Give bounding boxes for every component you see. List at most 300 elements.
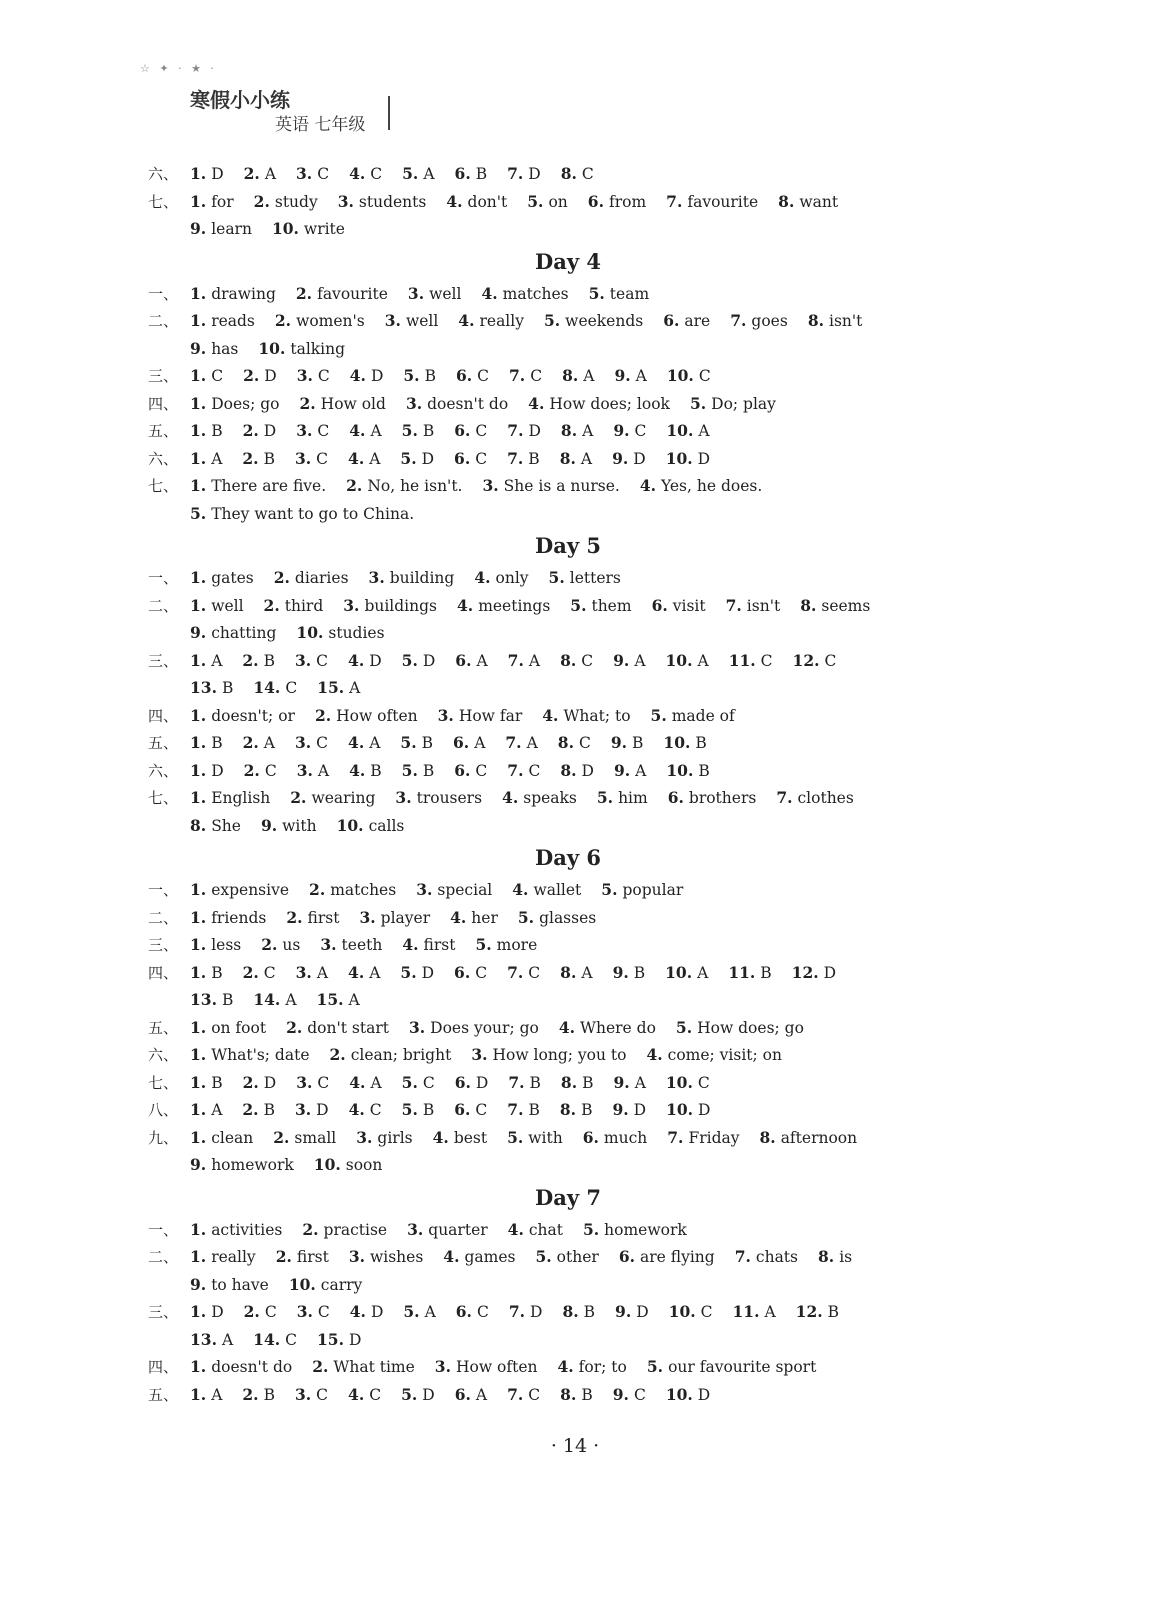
answer-row <box>148 904 988 932</box>
question-number: 5. <box>475 935 492 954</box>
answer-text: first <box>296 1248 329 1266</box>
question-number: 1. <box>190 1045 207 1064</box>
question-number: 4. <box>348 1100 365 1119</box>
answer-text: Does; go <box>211 394 280 413</box>
section-label: 一、 <box>148 1220 179 1239</box>
answer-row-continuation <box>148 986 988 1014</box>
answer-item <box>296 1074 329 1092</box>
answer-item <box>348 450 380 468</box>
answer-item <box>454 422 487 440</box>
question-number: 2. <box>243 1302 260 1321</box>
question-number: 10. <box>666 421 694 440</box>
answer-text: building <box>389 569 455 587</box>
answer-text: doesn't do <box>427 394 509 413</box>
answer-item <box>349 422 381 440</box>
answer-text: made of <box>671 706 735 725</box>
answer-text: B <box>422 1101 435 1119</box>
answer-text: What time <box>333 1358 415 1376</box>
answer-item <box>297 367 330 385</box>
question-number: 11. <box>732 1302 760 1321</box>
answer-row <box>148 1298 988 1326</box>
answer-item <box>800 597 870 615</box>
section-label: 一、 <box>148 569 179 587</box>
answer-text: small <box>294 1128 337 1147</box>
section-label: 四、 <box>148 1358 179 1376</box>
answer-text: C <box>475 963 488 982</box>
answer-text: A <box>581 963 593 982</box>
question-number: 8. <box>818 1247 835 1266</box>
question-number: 7. <box>667 1127 684 1147</box>
question-number: 2. <box>286 1017 303 1037</box>
answer-item <box>190 909 266 927</box>
section-label: 七、 <box>148 477 179 495</box>
answer-item <box>663 734 706 752</box>
question-number: 14. <box>253 678 281 697</box>
answer-row <box>148 417 988 445</box>
question-number: 8. <box>560 962 577 982</box>
answer-text: C <box>285 1330 298 1349</box>
answer-item <box>349 1101 382 1119</box>
answer-text: C <box>528 963 541 982</box>
answer-item <box>729 652 773 670</box>
answer-text: D <box>348 1330 362 1349</box>
question-number: 2. <box>242 1384 259 1404</box>
answer-item <box>312 1358 415 1376</box>
answer-item <box>190 707 295 725</box>
answer-text: C <box>475 761 488 780</box>
question-number: 12. <box>791 962 819 982</box>
question-number: 4. <box>507 1219 524 1239</box>
answer-text: special <box>437 881 493 899</box>
answer-row <box>148 390 988 418</box>
answer-text: C <box>700 1303 713 1321</box>
day-heading: Day 7 <box>535 1184 601 1210</box>
section-label: 七、 <box>148 1073 179 1092</box>
answer-item <box>505 734 537 752</box>
answer-text: visit <box>672 596 706 615</box>
answer-item <box>295 1386 328 1404</box>
answer-item <box>190 505 414 523</box>
answer-item <box>314 1156 383 1174</box>
answer-item <box>273 1129 336 1147</box>
answer-item <box>560 964 592 982</box>
answer-text: C <box>264 761 277 780</box>
answer-text: learn <box>211 220 252 238</box>
answer-row <box>148 1096 988 1124</box>
question-number: 1. <box>190 1302 207 1321</box>
question-number: 4. <box>348 650 365 670</box>
answer-text: with <box>528 1128 563 1147</box>
answer-item <box>728 964 771 982</box>
answer-item <box>453 734 485 752</box>
answer-item <box>190 1386 222 1404</box>
answer-item <box>295 1101 329 1119</box>
answer-item <box>190 422 223 440</box>
question-number: 2. <box>263 595 280 615</box>
question-number: 1. <box>190 1017 207 1037</box>
answer-item <box>275 312 365 330</box>
question-number: 4. <box>349 1302 366 1321</box>
answer-item <box>190 477 326 495</box>
answer-item <box>190 1248 256 1266</box>
answer-text: don't start <box>307 1018 389 1037</box>
question-number: 1. <box>190 476 207 495</box>
answer-text: D <box>636 1303 649 1321</box>
answer-item <box>190 624 276 642</box>
answer-item <box>614 367 646 385</box>
question-number: 7. <box>507 650 524 670</box>
answer-item <box>190 734 223 752</box>
question-number: 3. <box>296 1302 313 1321</box>
answer-text: chats <box>755 1248 798 1266</box>
answer-text: A <box>221 1330 234 1349</box>
section-label: 六、 <box>148 761 179 780</box>
answer-text: A <box>635 761 647 780</box>
section-label: 五、 <box>148 422 179 440</box>
answer-item <box>613 652 645 670</box>
answer-item <box>509 367 542 385</box>
answer-text: A <box>369 963 381 982</box>
answer-item <box>589 285 650 303</box>
answer-text: isn't <box>829 312 863 330</box>
question-number: 7. <box>507 1384 524 1404</box>
question-number: 5. <box>401 650 418 670</box>
question-number: 8. <box>560 1384 577 1404</box>
answer-item <box>507 762 540 780</box>
question-number: 7. <box>508 1072 525 1092</box>
answer-row <box>148 592 988 620</box>
question-number: 2. <box>312 1357 329 1376</box>
answer-text: player <box>380 908 431 927</box>
question-number: 2. <box>242 733 259 752</box>
question-number: 5. <box>403 366 420 385</box>
answer-text: D <box>421 449 435 468</box>
answer-text: C <box>369 1385 382 1404</box>
question-number: 10. <box>666 366 694 385</box>
question-number: 6. <box>663 311 680 330</box>
answer-item <box>454 762 487 780</box>
section-label: 七、 <box>148 192 179 211</box>
question-number: 1. <box>190 1100 207 1119</box>
section-label: 二、 <box>148 596 179 615</box>
answer-text: C <box>317 367 330 385</box>
question-number: 1. <box>190 962 207 982</box>
section-label: 三、 <box>148 1303 179 1321</box>
answer-text: favourite <box>317 284 388 303</box>
question-number: 1. <box>190 311 207 330</box>
answer-item <box>613 422 646 440</box>
question-number: 2. <box>346 476 363 495</box>
answer-text: B <box>421 734 433 752</box>
answer-text: only <box>495 569 529 587</box>
answer-item <box>663 312 710 330</box>
answer-text: B <box>633 963 646 982</box>
answer-text: A <box>476 651 488 670</box>
answer-row-continuation <box>148 500 988 528</box>
question-number: 9. <box>260 815 278 835</box>
question-number: 9. <box>610 733 628 752</box>
answer-row <box>148 564 988 592</box>
answer-item <box>350 367 384 385</box>
answer-text: How far <box>458 706 523 725</box>
answer-item <box>190 285 276 303</box>
answer-text: How long; you to <box>492 1046 627 1064</box>
answer-item <box>666 652 709 670</box>
answer-text: English <box>211 789 271 807</box>
answer-text: for <box>211 192 234 211</box>
answer-text: them <box>591 596 632 615</box>
question-number: 3. <box>356 1127 373 1147</box>
question-number: 2. <box>273 568 290 587</box>
question-number: 9. <box>612 962 629 982</box>
answer-item <box>402 762 435 780</box>
answer-text: C <box>317 1303 330 1321</box>
question-number: 1. <box>190 788 207 807</box>
question-number: 7. <box>508 1302 526 1321</box>
section-label: 二、 <box>148 908 179 927</box>
answer-item <box>400 450 434 468</box>
question-number: 3. <box>296 164 313 183</box>
answer-text: chat <box>528 1220 563 1239</box>
answer-item <box>317 1331 361 1349</box>
answer-text: How does; look <box>549 394 670 413</box>
answer-text: C <box>581 651 594 670</box>
answer-item <box>190 881 289 899</box>
answer-item <box>242 1386 275 1404</box>
answer-item <box>343 597 437 615</box>
question-number: 5. <box>403 1302 420 1321</box>
answer-text: C <box>824 651 837 670</box>
question-number: 3. <box>471 1045 488 1064</box>
answer-item <box>583 1129 648 1147</box>
section-label: 九、 <box>148 1128 179 1147</box>
answer-item <box>190 1358 292 1376</box>
answer-item <box>601 881 683 899</box>
question-number: 6. <box>453 733 470 752</box>
answer-text: come; visit; on <box>667 1046 782 1064</box>
answer-text: D <box>528 165 541 183</box>
answer-text: chatting <box>211 624 277 642</box>
answer-item <box>512 881 581 899</box>
question-number: 4. <box>402 935 419 954</box>
answer-text: with <box>282 816 317 835</box>
answer-item <box>792 964 836 982</box>
answer-text: A <box>317 761 330 780</box>
question-number: 8. <box>560 650 577 670</box>
question-number: 10. <box>665 1072 693 1092</box>
answer-text: talking <box>290 339 346 358</box>
answer-text: D <box>633 449 646 468</box>
answer-text: A <box>474 734 486 752</box>
question-number: 3. <box>343 595 360 615</box>
question-number: 2. <box>286 907 303 927</box>
question-number: 1. <box>190 393 207 413</box>
question-number: 9. <box>613 1072 630 1092</box>
answer-item <box>349 1248 423 1266</box>
answer-row-continuation <box>148 215 988 243</box>
answer-text: B <box>211 1073 223 1092</box>
answer-item <box>507 165 541 183</box>
answer-item <box>242 652 275 670</box>
question-number: 4. <box>557 1357 574 1376</box>
answer-text: D <box>697 449 711 468</box>
question-number: 2. <box>242 1100 259 1119</box>
question-number: 2. <box>242 421 259 440</box>
question-number: 5. <box>400 962 417 982</box>
answer-text: drawing <box>211 284 276 303</box>
answer-item <box>317 991 360 1009</box>
answer-item <box>244 165 276 183</box>
question-number: 4. <box>646 1045 663 1064</box>
answer-text: B <box>528 449 540 468</box>
answer-text: D <box>316 1101 329 1119</box>
question-number: 5. <box>596 788 614 807</box>
answer-item <box>276 1248 329 1266</box>
answer-item <box>402 422 435 440</box>
answer-text: D <box>370 1303 384 1321</box>
answer-item <box>502 789 577 807</box>
answer-item <box>349 1074 381 1092</box>
answer-item <box>481 285 568 303</box>
answer-item <box>243 734 275 752</box>
answer-text: write <box>303 220 345 238</box>
answer-item <box>190 1019 266 1037</box>
answer-row <box>148 876 988 904</box>
answer-text: girls <box>377 1128 413 1147</box>
answer-text: afternoon <box>780 1128 858 1147</box>
answer-item <box>295 652 328 670</box>
question-number: 8. <box>562 366 579 385</box>
question-number: 7. <box>507 421 524 440</box>
answer-item <box>190 1221 282 1239</box>
answer-text: How often <box>336 706 418 725</box>
question-number: 3. <box>296 366 313 385</box>
answer-item <box>561 1074 594 1092</box>
answer-item <box>528 395 670 413</box>
answer-item <box>535 1248 598 1266</box>
answer-item <box>402 165 434 183</box>
answer-text: B <box>583 1303 596 1321</box>
question-number: 7. <box>509 366 526 385</box>
question-number: 4. <box>481 283 498 303</box>
answer-text: soon <box>345 1156 383 1174</box>
answer-item <box>455 652 487 670</box>
answer-item <box>507 1129 563 1147</box>
question-number: 5. <box>689 393 707 413</box>
question-number: 1. <box>190 283 207 303</box>
answer-item <box>456 1303 489 1321</box>
answer-text: What; to <box>563 706 631 725</box>
answer-item <box>796 1303 839 1321</box>
question-number: 10. <box>271 219 299 238</box>
answer-item <box>264 597 324 615</box>
answer-item <box>254 193 318 211</box>
answer-item <box>651 707 735 725</box>
answer-item <box>261 936 300 954</box>
question-number: 3. <box>405 393 423 413</box>
answer-text: reads <box>211 312 255 330</box>
answer-item <box>613 964 646 982</box>
answer-item <box>356 1129 412 1147</box>
answer-text: glasses <box>539 908 597 927</box>
question-number: 15. <box>317 678 345 697</box>
answer-text: study <box>274 192 318 211</box>
answer-item <box>666 450 710 468</box>
page-number: · 14 · <box>550 1435 600 1457</box>
answer-item <box>507 450 540 468</box>
answer-text: A <box>697 963 709 982</box>
question-number: 5. <box>601 880 618 899</box>
answer-text: C <box>475 422 488 440</box>
answer-text: C <box>370 165 383 183</box>
answer-text: Friday <box>688 1128 740 1147</box>
answer-text: C <box>285 679 298 697</box>
answer-row <box>148 472 988 500</box>
answer-text: C <box>369 1101 382 1119</box>
question-number: 8. <box>807 311 824 330</box>
question-number: 4. <box>443 1247 460 1266</box>
answer-item <box>456 367 489 385</box>
answer-text: D <box>697 1385 711 1404</box>
answer-row-continuation <box>148 674 988 702</box>
question-number: 13. <box>190 1329 217 1349</box>
answer-text: C <box>422 1073 435 1092</box>
answer-text: B <box>422 761 435 780</box>
question-number: 5. <box>401 421 418 440</box>
answer-text: B <box>422 422 435 440</box>
answer-item <box>666 1386 710 1404</box>
answer-item <box>690 395 776 413</box>
answer-text: C <box>316 734 329 752</box>
question-number: 4. <box>457 595 474 615</box>
answer-item <box>295 734 328 752</box>
answer-item <box>408 285 462 303</box>
answer-text: A <box>348 991 360 1009</box>
question-number: 14. <box>253 990 281 1009</box>
answer-item <box>243 1074 277 1092</box>
answer-item <box>190 1101 222 1119</box>
question-number: 2. <box>329 1045 346 1064</box>
answer-item <box>560 450 592 468</box>
answer-text: popular <box>622 881 684 899</box>
answer-row-continuation <box>148 619 988 647</box>
question-number: 6. <box>454 448 471 468</box>
question-number: 6. <box>587 191 604 211</box>
question-number: 9. <box>190 338 207 358</box>
answer-item <box>583 1221 687 1239</box>
answer-text: doesn't do <box>211 1358 293 1376</box>
answer-row <box>148 307 988 335</box>
answer-item <box>190 367 223 385</box>
answer-text: first <box>307 908 340 927</box>
answer-text: for; to <box>578 1358 627 1376</box>
answer-item <box>309 881 396 899</box>
section-label: 五、 <box>148 734 179 752</box>
answer-text: C <box>211 367 224 385</box>
answer-text: well <box>211 596 244 615</box>
question-number: 1. <box>190 880 207 899</box>
question-number: 2. <box>273 1127 290 1147</box>
answer-text: A <box>475 1385 488 1404</box>
answer-item <box>509 1303 543 1321</box>
answer-text: A <box>369 449 381 468</box>
answer-text: from <box>608 192 647 211</box>
header-divider <box>388 96 390 130</box>
answer-row <box>148 362 988 390</box>
answer-item <box>733 1303 776 1321</box>
answer-item <box>613 1386 646 1404</box>
answer-text: C <box>477 367 490 385</box>
